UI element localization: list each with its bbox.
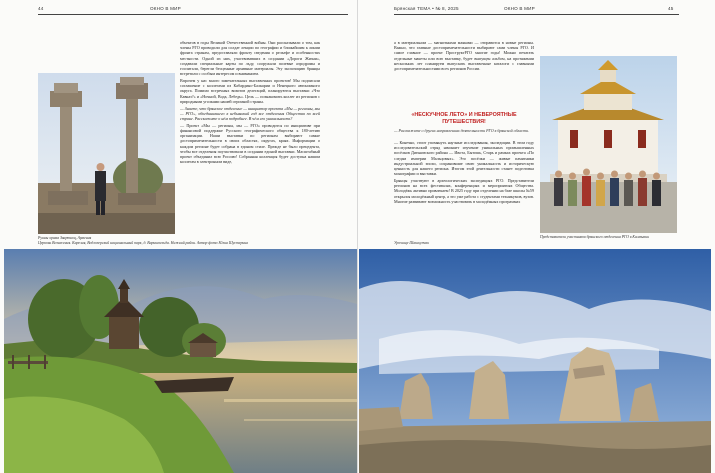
right-text-column-bottom — [394, 140, 534, 206]
left-paragraph: Впрочем у нас много замечательных выставочных проектов! Мы подписали соглашение с коллегами из Кабардино-Балкарии и Ненецкого автономного округа. Помимо встречных визитов делегаций, планируются выставки «Что Кавказ?» и «Ночной, Вода, Лебедь». Цель — познакомить коллег из регионов с природными уголками нашей огромной страны. — [180, 78, 320, 104]
rock-formations-photo — [359, 249, 711, 473]
left-page-number: 44 — [38, 6, 44, 11]
right-text-column-top — [394, 40, 534, 73]
header-rule — [38, 14, 348, 15]
right-section-label: ОКНО В МИР — [504, 6, 535, 11]
left-text-column — [180, 40, 320, 166]
temple-photo-caption: Представители участников брянского отделения РГО в Калмыкии — [540, 235, 650, 239]
right-page-number: 45 — [668, 6, 674, 11]
right-page — [358, 0, 715, 473]
left-paragraph: — Проект «Мы — регионы, мы — РГО» проводится по инициативе при финансовой поддержке Русского географического общества к 180-летию организации. Наши выставки по регионам выбирают самые достопримечательности в своих областях, округах, краях. Информации о каждом регионе будет собрана в едином стиле. Прежде не было прецедента, чтобы все отделения поучаствовали в создании единой выставки. Масштабный проект объединил всю Россию! Собранная коллекция будет доступна нашим коллегам в электронном виде, — [180, 122, 320, 165]
header-rule — [394, 14, 679, 15]
church-photo-caption: Церковь Вознесения. Карелия, Водлозерский национальный парк, д. Варишпельда. Нижний район. Автор фото Юлия Шустерина — [38, 241, 249, 245]
rocks-photo-caption: Урочище Шашкупчак — [394, 241, 429, 245]
right-paragraph: Брянцы участвуют в археологических экспедициях РГО. Представители регионов на всех фестивалях, конференциях и мероприятиях Общества. Молодёжь активно привлекаем! В 2025 году при отделении на базе школы №59 открылся молодёжный центр, а это уже работа с студентами техникумов, вузов. Многие развивают возможность участвовать в молодёжных программах — [394, 178, 534, 204]
left-section-label: ОКНО В МИР — [150, 6, 181, 11]
church-landscape-photo — [4, 249, 357, 473]
right-running-head: Брянская ТЕМА • № 8, 2025 — [394, 6, 459, 11]
left-question: — Знаете, что брянское отделение — инициатор проекта «Мы — регионы, мы — РГО», объединившего в небывалый год все отделения Общества по всей стране. Расскажите о нём подробнее. В чём его уникальность? — [180, 105, 320, 122]
left-paragraph: объектов в годы Великой Отечественной войны. Они рассказывали о том, как члены РГО проводили для солдат лекции по географии и ближайшим к линии фронта странам, предоставляли фронту сведения о рельефе и особенностях местности. Одной из них, участвовавших в создании «Дороги Жизни», создавали специальные карты по льду, сооружали полевые аэродромы и госпитали, берегли бесценные архивные материалы. Эту экспозицию брянцы встретили с особым интересом и вниманием. — [180, 40, 320, 77]
pull-quote: «НЕСКУЧНОЕ ЛЕТО» И НЕВЕРОЯТНЫЕ ПУТЕШЕСТВИЯ! — [411, 112, 517, 125]
ruins-photo — [38, 73, 175, 234]
right-paragraph: а в материальном — магнитными маяками — отправится в новые регионы. Важно, что главные достопримечательности выбирают сами члены РГО. И самое главное — проект ПроструктРГО многие годы! Можно печатать отдельные макеты или всю выставку, будет выпущен альбом, на протяжении нескольких лет планируем выпускать выставочные каталоги с главными достопримечательностями всех регионов России. — [394, 40, 534, 72]
right-paragraph: — Конечно, стоит упомянуть научные исследования, экспедиции. В этом году исследовательский отряд начинает изучение уникальных промышленных посёлков Дятьковского района — Ивота, Бытошь, Старь и рамках проекта «По следам империи Мальцовых». Это посёлки — живые памятники индустриальной эпохи, сохранившие свою уникальность и историческую ценность для нашего региона. Итогом этой деятельности станет подготовка монографии и выставки. — [394, 140, 534, 177]
temple-group-photo — [540, 56, 677, 233]
ruins-photo-caption: Руины храма Звартноц, Армения — [38, 236, 92, 240]
left-page — [0, 0, 357, 473]
pull-quote-note: — Расскажите о других направлениях деятельности РГО в брянской области. — [394, 128, 529, 133]
